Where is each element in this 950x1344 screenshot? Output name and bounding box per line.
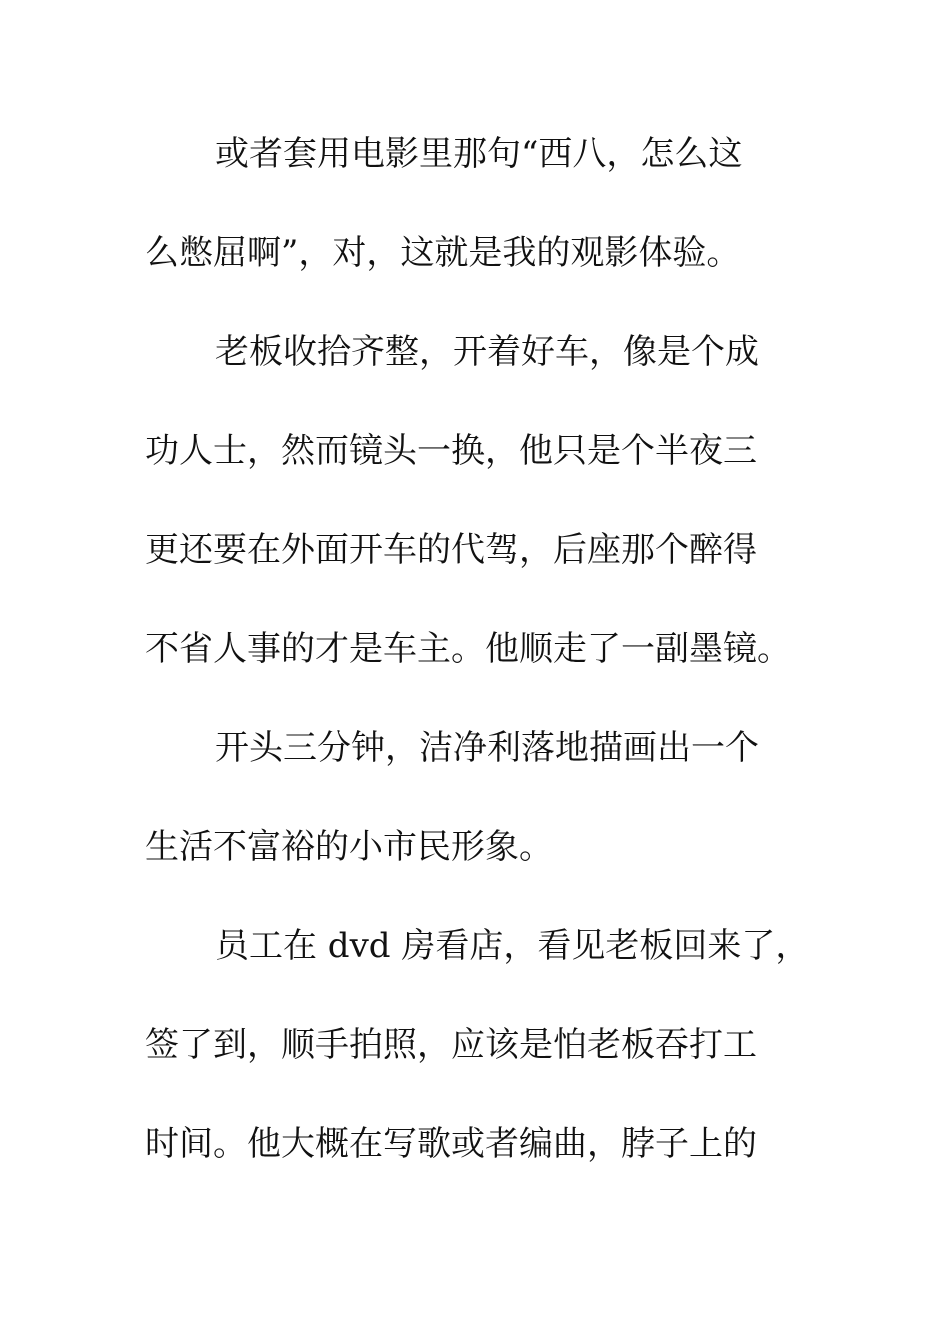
paragraph-3-line-1: 开头三分钟，洁净利落地描画出一个: [215, 728, 759, 768]
paragraph-2-line-4: 不省人事的才是车主。他顺走了一副墨镜。: [145, 629, 791, 669]
paragraph-2-line-3: 更还要在外面开车的代驾，后座那个醉得: [145, 530, 757, 570]
paragraph-1-line-1: 或者套用电影里那句“西八，怎么这: [215, 134, 743, 174]
paragraph-1-line-2: 么憋屈啊”，对，这就是我的观影体验。: [145, 233, 741, 273]
paragraph-2-line-2: 功人士，然而镜头一换，他只是个半夜三: [145, 431, 757, 471]
paragraph-2-line-1: 老板收拾齐整，开着好车，像是个成: [215, 332, 759, 372]
paragraph-4-line-2: 签了到，顺手拍照，应该是怕老板吞打工: [145, 1025, 757, 1065]
paragraph-4-line-3: 时间。他大概在写歌或者编曲，脖子上的: [145, 1124, 757, 1164]
paragraph-4-line-1: 员工在 dvd 房看店，看见老板回来了，: [215, 926, 810, 966]
paragraph-3-line-2: 生活不富裕的小市民形象。: [145, 827, 553, 867]
document-body: [145, 125, 825, 1214]
